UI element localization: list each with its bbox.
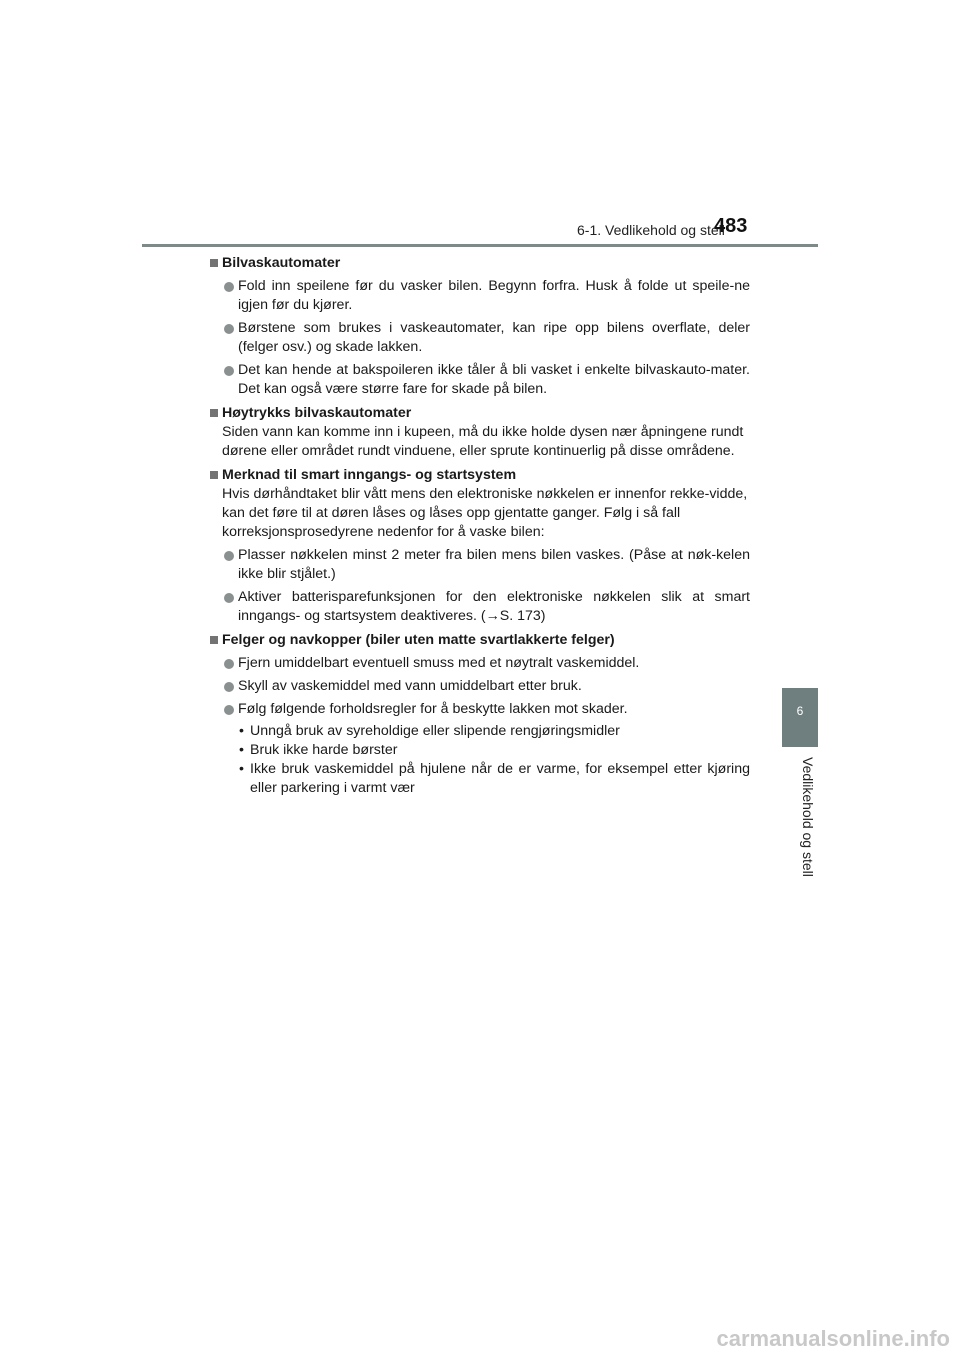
heading-text: Høytrykks bilvaskautomater (222, 405, 412, 421)
sub-list-item-text: Ikke bruk vaskemiddel på hjulene når de er varme, for eksempel etter kjøring eller parkering i varmt vær (250, 761, 750, 796)
heading-text: Merknad til smart inngangs- og startsystem (222, 467, 517, 483)
list-item-text: Aktiver batterisparefunksjonen for den elektroniske nøkkelen slik at smart inngangs- og startsystem deaktiveres. (→S. 173) (238, 589, 750, 624)
section-bilvaskautomater (210, 254, 750, 399)
list-item (210, 319, 750, 357)
sub-list-item (210, 722, 750, 741)
page-number: 483 (714, 215, 748, 237)
circle-bullet-icon (224, 324, 234, 334)
circle-bullet-icon (224, 593, 234, 603)
sub-list (210, 722, 750, 798)
sub-list-item (210, 741, 750, 760)
circle-bullet-icon (224, 366, 234, 376)
paragraph: Siden vann kan komme inn i kupeen, må du ikke holde dysen nær åpningene rundt dørene eller området rundt vinduene, eller sprute kontinuerlig på disse områdene. (222, 424, 744, 459)
chapter-label: Vedlikehold og stell (800, 757, 816, 877)
list-item-text: Følg følgende forholdsregler for å beskytte lakken mot skader. (238, 701, 628, 717)
list-item-text: Fjern umiddelbart eventuell smuss med et nøytralt vaskemiddel. (238, 655, 640, 671)
sub-list-item (210, 760, 750, 798)
list-item-text: Fold inn speilene før du vasker bilen. Begynn forfra. Husk å folde ut speile-ne igjen før du kjører. (238, 278, 750, 313)
section-heading (210, 254, 750, 273)
square-bullet-icon (210, 636, 218, 644)
section-heading (210, 404, 750, 423)
section-title: 6-1. Vedlikehold og stell (577, 222, 725, 238)
header-divider (142, 244, 818, 247)
section-felger (210, 631, 750, 798)
square-bullet-icon (210, 409, 218, 417)
list-item-text: Det kan hende at bakspoileren ikke tåler å bli vasket i enkelte bilvaskauto-mater. Det kan også være større fare for skade på bilen. (238, 362, 750, 397)
list-item-text: Børstene som brukes i vaskeautomater, kan ripe opp bilens overflate, deler (felger osv.) og skade lakken. (238, 320, 750, 355)
heading-text: Bilvaskautomater (222, 255, 341, 271)
watermark: carmanualsonline.info (716, 1326, 950, 1351)
chapter-tab (782, 688, 818, 747)
sub-list-item-text: Unngå bruk av syreholdige eller slipende rengjøringsmidler (250, 723, 620, 739)
paragraph: Hvis dørhåndtaket blir vått mens den elektroniske nøkkelen er innenfor rekke-vidde, kan det føre til at døren låses og låses opp gjentatte ganger. Følg i så fall korreksjonsprosedyrene nedenfor for å vaske bilen: (222, 486, 748, 540)
circle-bullet-icon (224, 551, 234, 561)
list-item-text: Plasser nøkkelen minst 2 meter fra bilen mens bilen vaskes. (Påse at nøk-kelen ikke blir stjålet.) (238, 547, 750, 582)
list-item (210, 277, 750, 315)
dot-bullet-icon: • (239, 761, 244, 777)
dot-bullet-icon: • (239, 742, 244, 758)
list-item (210, 654, 750, 673)
circle-bullet-icon (224, 659, 234, 669)
list-item (210, 361, 750, 399)
circle-bullet-icon (224, 705, 234, 715)
dot-bullet-icon: • (239, 723, 244, 739)
sub-list-item-text: Bruk ikke harde børster (250, 742, 398, 758)
circle-bullet-icon (224, 282, 234, 292)
section-heading (210, 466, 750, 485)
circle-bullet-icon (224, 682, 234, 692)
heading-text: Felger og navkopper (biler uten matte svartlakkerte felger) (222, 632, 615, 648)
square-bullet-icon (210, 259, 218, 267)
list-item (210, 588, 750, 626)
section-smart-system (210, 466, 750, 626)
chapter-number: 6 (796, 704, 804, 718)
list-item (210, 546, 750, 584)
list-item (210, 700, 750, 719)
section-hoytrykks (210, 404, 750, 461)
list-item-text: Skyll av vaskemiddel med vann umiddelbart etter bruk. (238, 678, 582, 694)
section-heading (210, 631, 750, 650)
list-item (210, 677, 750, 696)
square-bullet-icon (210, 471, 218, 479)
page-content (210, 254, 750, 803)
